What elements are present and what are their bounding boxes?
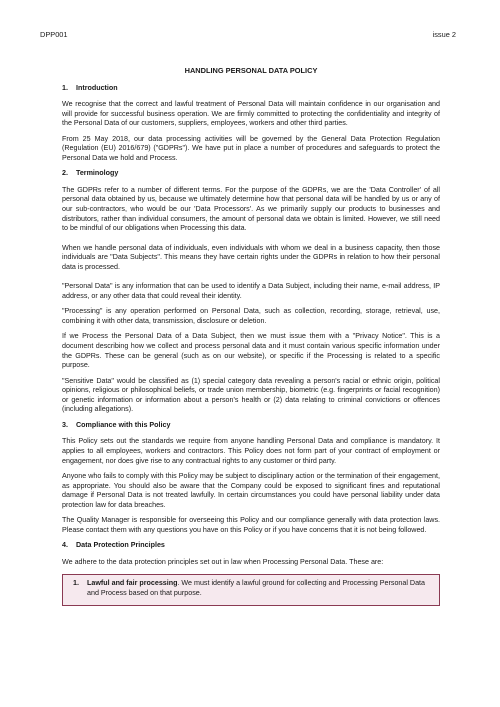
paragraph: "Personal Data" is any information that can be used to identify a Data Subject, including their name, e-mail address, IP address, or any other data that could reveal their identity. xyxy=(62,282,440,300)
section-heading-introduction: 1. Introduction xyxy=(62,83,118,92)
paragraph: "Sensitive Data" would be classified as (1) special category data revealing a person's racial or ethnic origin, political opinions, religious or philosophical beliefs, or trade union membership, biometric (e.g. fingerprints or facial recognition) or genetic information or information about a person's health or (2) data relating to criminal convictions or offences (including allegations). xyxy=(62,376,440,414)
paragraph: "Processing" is any operation performed on Personal Data, such as collection, recording, storage, retrieval, use, combining it with other data, transmission, disclosure or deletion. xyxy=(62,307,440,325)
principle-number: 1. xyxy=(73,579,79,588)
paragraph: From 25 May 2018, our data processing activities will be governed by the General Data Protection Regulation (Regulation (EU) 2016/679) ("GDPRs"). We have put in place a number of procedures and safeguards to protect the Personal Data we hold and Process. xyxy=(62,134,440,162)
principle-text: Lawful and fair processing. We must identify a lawful ground for collecting and Processing Personal Data and Process based on that purpose. xyxy=(87,579,426,597)
paragraph: We recognise that the correct and lawful treatment of Personal Data will maintain confidence in our organisation and will provide for successful business operation. We are firmly committed to protecting the confidentiality and integrity of the Personal Data of our customers, suppliers, employees, workers and other third parties. xyxy=(62,100,440,128)
paragraph: Anyone who fails to comply with this Policy may be subject to disciplinary action or the termination of their engagement, as appropriate. You should also be aware that the Company could be exposed to significant fines and reputational damage if Personal Data is not treated lawfully. In certain circumstances you could have personal liability under data protection law for data breaches. xyxy=(62,472,440,509)
section-heading-compliance: 3. Compliance with this Policy xyxy=(62,420,171,429)
paragraph: The Quality Manager is responsible for overseeing this Policy and our compliance generally with data protection laws. Please contact them with any questions you have on this Policy or if you have concerns that it is not being followed. xyxy=(62,516,440,534)
principle-callout xyxy=(62,574,440,605)
paragraph: The GDPRs refer to a number of different terms. For the purpose of the GDPRs, we are the 'Data Controller' of all personal data obtained by us, because we ultimately determine how that personal data will be handled by us or any of our sub-contractors, who would be our 'Data Processors'. As we primarily supply our products to businesses and distributors, rather than individual consumers, the amount of personal data we obtain is limited. However, we still need to be mindful of our obligations when Processing this data. xyxy=(62,185,440,233)
issue-label: issue 2 xyxy=(432,30,456,39)
document-title: HANDLING PERSONAL DATA POLICY xyxy=(184,66,318,75)
paragraph: This Policy sets out the standards we require from anyone handling Personal Data and compliance is mandatory. It applies to all employees, workers and contractors. This Policy does not form part of your contract of employment or engagement, nor does give rise to any contractual rights to any customer or third party. xyxy=(62,437,440,465)
principle-item xyxy=(73,579,429,598)
document-id: DPP001 xyxy=(40,30,68,39)
paragraph: We adhere to the data protection principles set out in law when Processing Personal Data. These are: xyxy=(62,557,384,566)
section-heading-principles: 4. Data Protection Principles xyxy=(62,541,165,550)
paragraph: When we handle personal data of individuals, even individuals with whom we deal in a business capacity, then those individuals are "Data Subjects". This means they have certain rights under the GDPRs in relation to how their personal data is processed. xyxy=(62,243,440,271)
document-body xyxy=(62,66,440,606)
paragraph: If we Process the Personal Data of a Data Subject, then we must issue them with a "Privacy Notice". This is a document describing how we collect and process personal data and it must contain various specific information under the GDPRs. These can be general (such as on our website), or specific if the Processing is related to a specific purpose. xyxy=(62,332,440,370)
section-heading-terminology: 2. Terminology xyxy=(62,169,119,178)
